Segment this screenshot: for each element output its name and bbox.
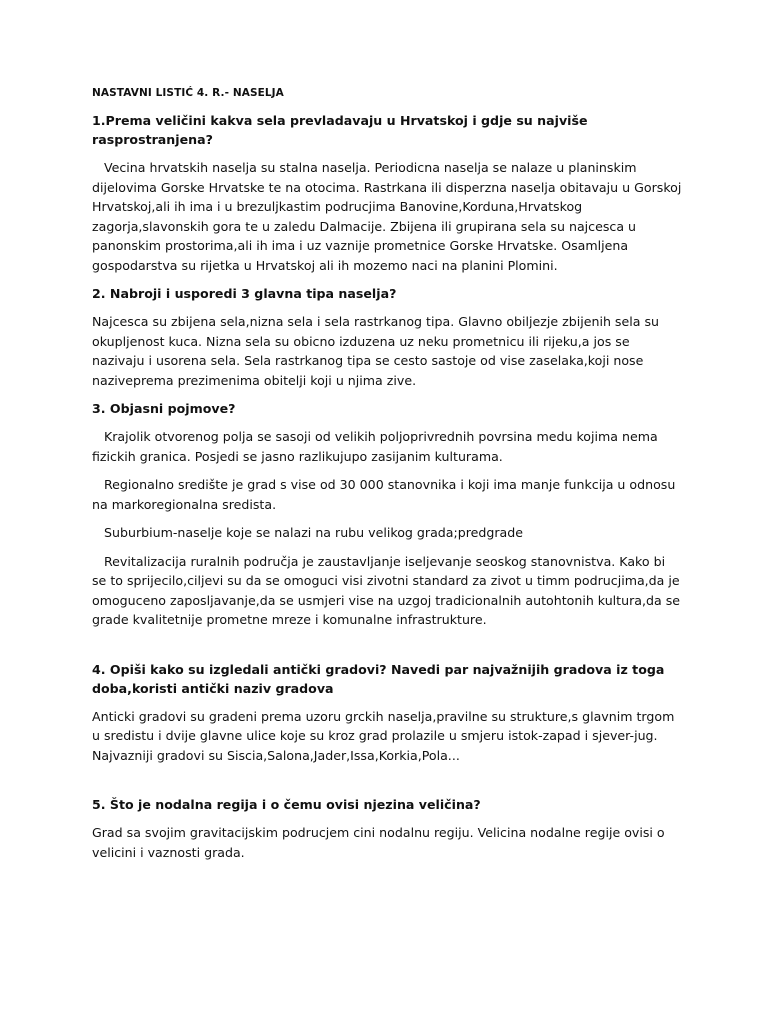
worksheet-page [92,86,682,871]
question-3: 3. Objasni pojmove? [92,401,236,416]
term-rural-revitalization: Revitalizacija ruralnih područja je zaustavljanje iseljevanje seoskog stanovnistva. Kako bi se to sprijecilo,ciljevi su da se omoguci visi zivotni standard za zivot u timm podrucjima,da je omoguceno zaposljavanje,da se usmjeri vise na uzgoj tradicionalnih autohtonih kultura,da se grade kvalitetnije prometne mreze i komunalne infrastrukture. [92,553,681,627]
question-1: 1.Prema veličini kakva sela prevladavaju u Hrvatskoj i gdje su najviše rasprostranjena? [92,113,588,147]
term-suburbium: Suburbium-naselje koje se nalazi na rubu velikog grada;predgrade [104,525,524,540]
term-open-field-landscape: Krajolik otvorenog polja se sasoji od velikih poljoprivrednih povrsina medu kojima nema fizickih granica. Posjedi se jasno razlikujupo zasijanim kulturama. [92,429,658,464]
question-2: 2. Nabroji i usporedi 3 glavna tipa naselja? [92,286,397,301]
question-5: 5. Što je nodalna regija i o čemu ovisi njezina veličina? [92,797,481,812]
answer-4: Anticki gradovi su gradeni prema uzoru grckih naselja,pravilne su strukture,s glavnim trgom u sredistu i dvije glavne ulice koje su kroz grad prolazile u smjeru istok-zapad i sjever-jug. Najvazniji gradovi su Siscia,Salona,Jader,Issa,Korkia,Pola... [92,708,675,763]
answer-1: Vecina hrvatskih naselja su stalna naselja. Periodicna naselja se nalaze u planinskim dijelovima Gorske Hrvatske te na otocima. Rastrkana ili disperzna naselja obitavaju u Gorskoj Hrvatskoj,ali ih ima i u brezuljkastim podrucjima Banovine,Korduna,Hrvatskog zagorja,slavonskih gora te u zaledu Dalmacije. Zbijena ili grupirana sela su najcesca u panonskim prostorima,ali ih ima i uz vaznije prometnice Gorske Hrvatske. Osamljena gospodarstva su rijetka u Hrvatskoj ali ih mozemo naci na planini Plomini. [92,160,682,273]
question-4: 4. Opiši kako su izgledali antički gradovi? Navedi par najvažnijih gradova iz toga doba,koristi antički naziv gradova [92,661,665,696]
document-title: NASTAVNI LISTIĆ 4. R.- NASELJA [92,87,284,99]
term-regional-center: Regionalno središte je grad s vise od 30 000 stanovnika i koji ima manje funkcija u odnosu na markoregionalna sredista. [92,477,676,512]
answer-2: Najcesca su zbijena sela,nizna sela i sela rastrkanog tipa. Glavno obiljezje zbijenih sela su okupljenost kuca. Nizna sela su obicno izduzena uz neku prometnicu ili rijeku,a jos se nazivaju i usorena sela. Sela rastrkanog tipa se cesto sastoje od vise zaselaka,koji nose naziveprema prezimenima obitelji koji u njima zive. [92,314,660,388]
answer-5: Grad sa svojim gravitacijskim podrucjem cini nodalnu regiju. Velicina nodalne regije ovisi o velicini i vaznosti grada. [92,825,665,860]
